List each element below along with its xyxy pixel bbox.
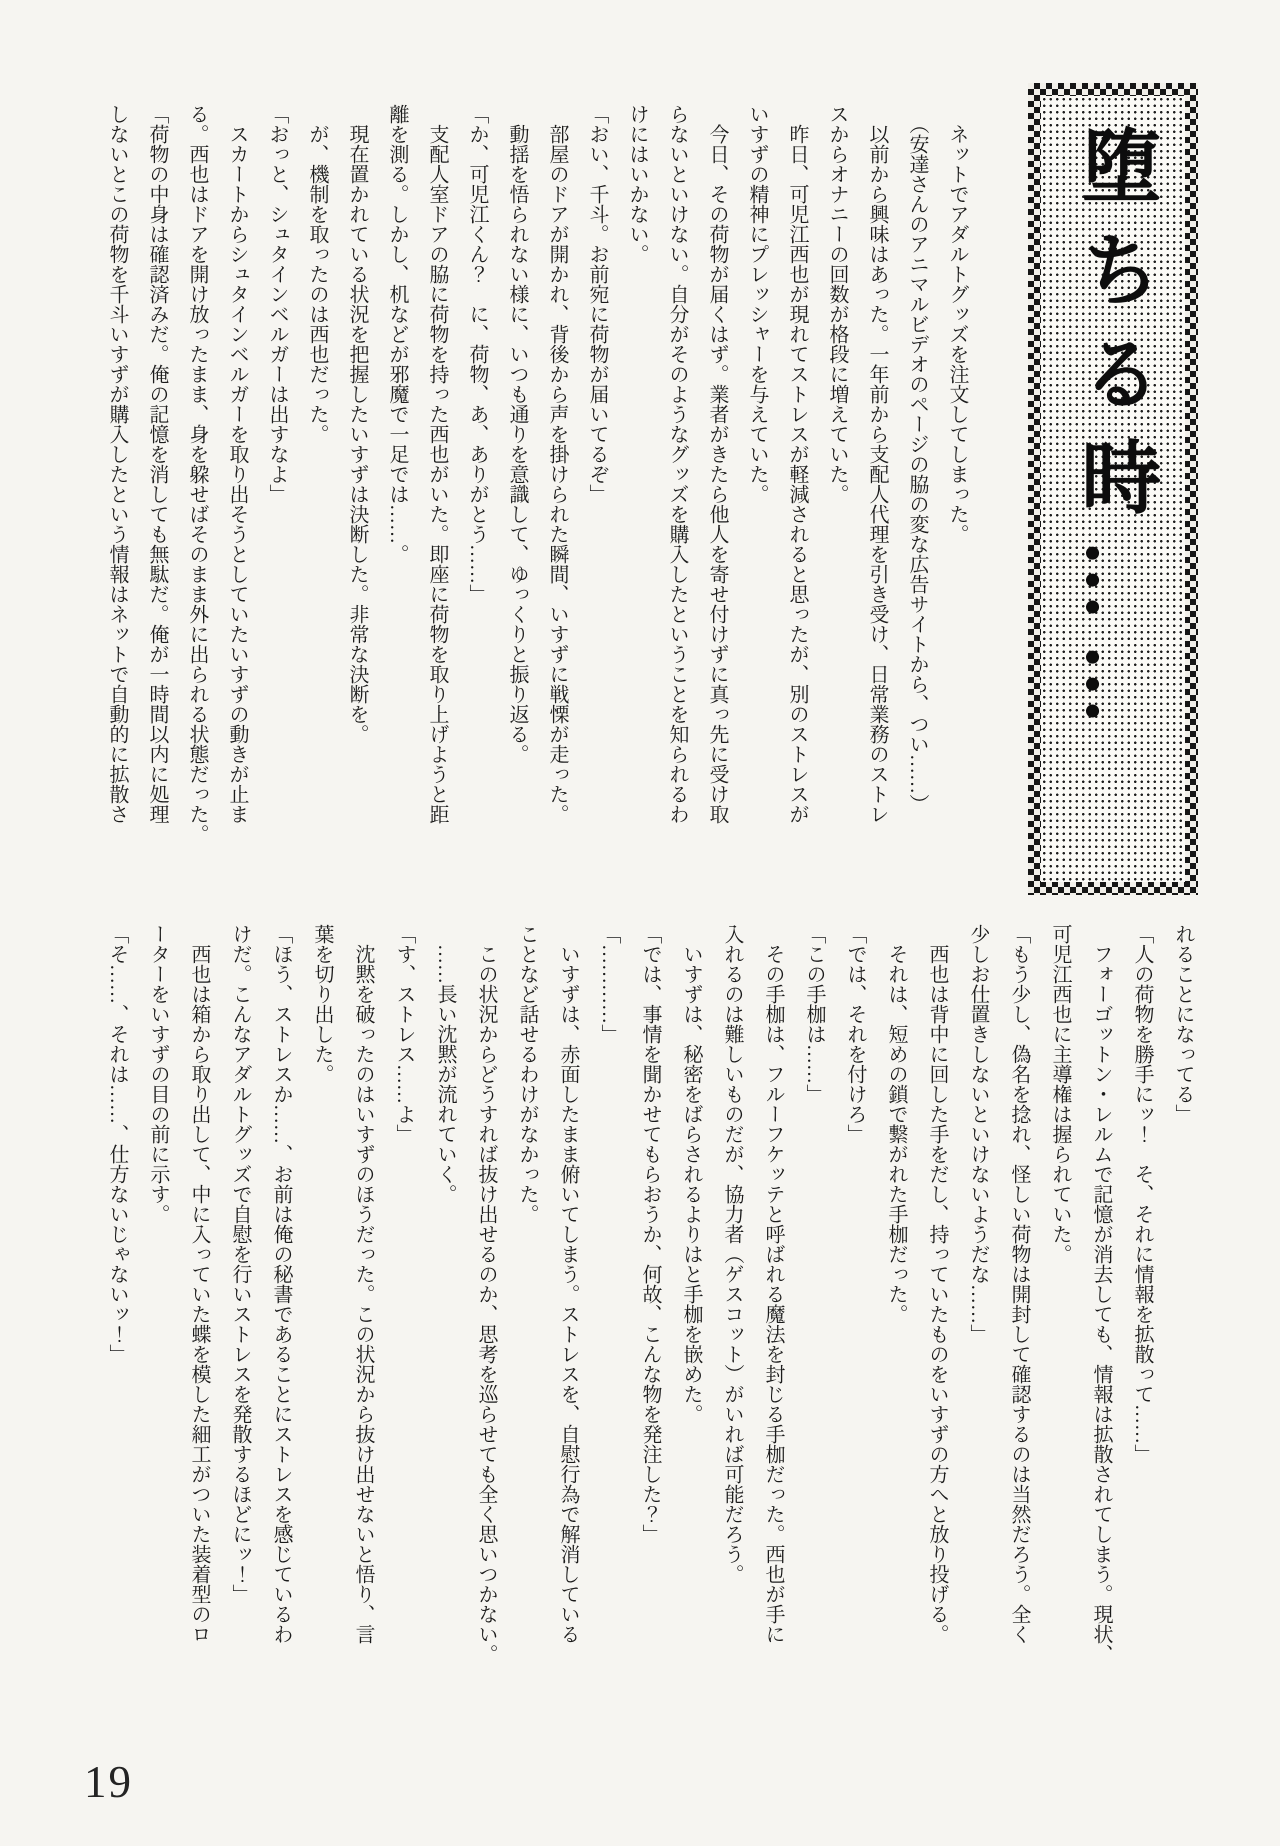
text-line: この状況からどうすれば抜け出せるのか、思考を巡らせても全く思いつかない。	[475, 924, 497, 1664]
text-line: 「もう少し、偽名を捻れ、怪しい荷物は開封して確認するのは当然だろう。全く	[1008, 924, 1030, 1644]
text-line: フォーゴットン・レルムで記憶が消去しても、情報は拡散されてしまう。現状、	[1090, 924, 1112, 1664]
text-line: 「そ……、それは……、仕方ないじゃないッ！」	[106, 924, 128, 1364]
text-line: 沈黙を破ったのはいすずのほうだった。この状況から抜け出せないと悟り、言	[352, 924, 374, 1644]
text-line: らないといけない。自分がそのようなグッズを購入したということを知られるわ	[666, 104, 688, 824]
text-line: 可児江西也に主導権は握られていた。	[1049, 924, 1071, 1264]
text-line: 昨日、可児江西也が現れてストレスが軽減されると思ったが、別のストレスが	[786, 104, 808, 824]
top-text-block	[95, 104, 977, 856]
chapter-title-box	[1028, 83, 1198, 895]
text-line: いすずは、秘密をばらされるよりはと手枷を嵌めた。	[680, 924, 702, 1424]
text-line: 動揺を悟られない様に、いつも通りを意識して、ゆっくりと振り返る。	[506, 104, 528, 764]
text-line: 葉を切り出した。	[311, 924, 333, 1084]
text-line: けにはいかない。	[626, 104, 648, 264]
text-line: 西也は箱から取り出して、中に入っていた蝶を模した細工がついた装着型のロ	[188, 924, 210, 1644]
text-line: れることになってる」	[1172, 924, 1194, 1124]
text-line: 「では、それを付けろ」	[844, 924, 866, 1144]
text-line: 入れるのは難しいものだが、協力者（ゲスコット）がいれば可能だろう。	[721, 924, 743, 1584]
text-line: 今日、その荷物が届くはず。業者がきたら他人を寄せ付けずに真っ先に受け取	[706, 104, 728, 824]
text-line: 「荷物の中身は確認済みだ。俺の記憶を消しても無駄だ。俺が一時間以内に処理	[146, 104, 168, 824]
text-line: 「おっと、シュタインベルガーは出すなよ」	[266, 104, 288, 504]
text-line: 離を測る。しかし、机などが邪魔で一足では……。	[386, 104, 408, 564]
text-line: 「か、可児江くん？ に、荷物、あ、ありがとう……」	[466, 104, 488, 604]
text-line: 「この手枷は……」	[803, 924, 825, 1104]
text-line: が、機制を取ったのは西也だった。	[306, 104, 328, 444]
text-line: いすずは、赤面したまま俯いてしまう。ストレスを、自慰行為で解消している	[557, 924, 579, 1644]
text-line: 「す、ストレス……よ」	[393, 924, 415, 1144]
text-line: その手枷は、フルーフケッテと呼ばれる魔法を封じる手枷だった。西也が手に	[762, 924, 784, 1644]
text-line: スからオナニーの回数が格段に増えていた。	[826, 104, 848, 504]
text-line: 現在置かれている状況を把握したいすずは決断した。非常な決断を。	[346, 104, 368, 744]
text-line: （安達さんのアニマルビデオのページの脇の変な広告サイトから、つい……）	[906, 104, 928, 814]
text-line: しないとこの荷物を千斗いすずが購入したという情報はネットで自動的に拡散さ	[106, 104, 128, 824]
text-line: スカートからシュタインベルガーを取り出そうとしていたいすずの動きが止ま	[226, 104, 248, 824]
text-line: 「人の荷物を勝手にッ！ そ、それに情報を拡散って……」	[1131, 924, 1153, 1464]
text-line: 「では、事情を聞かせてもらおうか、何故、こんな物を発注した？」	[639, 924, 661, 1544]
text-line: ……長い沈黙が流れていく。	[434, 924, 456, 1204]
text-line: 「おい、千斗。お前宛に荷物が届いてるぞ」	[586, 104, 608, 504]
page-number: 19	[84, 1757, 133, 1807]
text-line: それは、短めの鎖で繋がれた手枷だった。	[885, 924, 907, 1324]
bottom-text-block	[93, 924, 1203, 1706]
text-line: る。西也はドアを開け放ったまま、身を躱せばそのまま外に出られる状態だった。	[186, 104, 208, 844]
text-line: ことなど話せるわけがなかった。	[516, 924, 538, 1224]
text-line: 以前から興味はあった。一年前から支配人代理を引き受け、日常業務のストレ	[866, 104, 888, 824]
text-line: けだ。こんなアダルトグッズで自慰を行いストレスを発散するほどにッ！」	[229, 924, 251, 1604]
text-line: 支配人室ドアの脇に荷物を持った西也がいた。即座に荷物を取り上げようと距	[426, 104, 448, 824]
text-line: ネットでアダルトグッズを注文してしまった。	[946, 104, 968, 544]
text-line: 部屋のドアが開かれ、背後から声を掛けられた瞬間、いすずに戦慄が走った。	[546, 104, 568, 824]
text-line: 「…………」	[598, 924, 620, 1044]
text-line: いすずの精神にプレッシャーを与えていた。	[746, 104, 768, 504]
text-line: ーターをいすずの目の前に示す。	[147, 924, 169, 1224]
text-line: 西也は背中に回した手をだし、持っていたものをいすずの方へと放り投げる。	[926, 924, 948, 1644]
text-line: 少しお仕置きしないといけないようだな……」	[967, 924, 989, 1344]
text-line: 「ほう、ストレスか……、お前は俺の秘書であることにストレスを感じているわ	[270, 924, 292, 1644]
chapter-title: 堕ちる時……	[1069, 124, 1157, 748]
halftone-pattern	[1041, 96, 1185, 882]
